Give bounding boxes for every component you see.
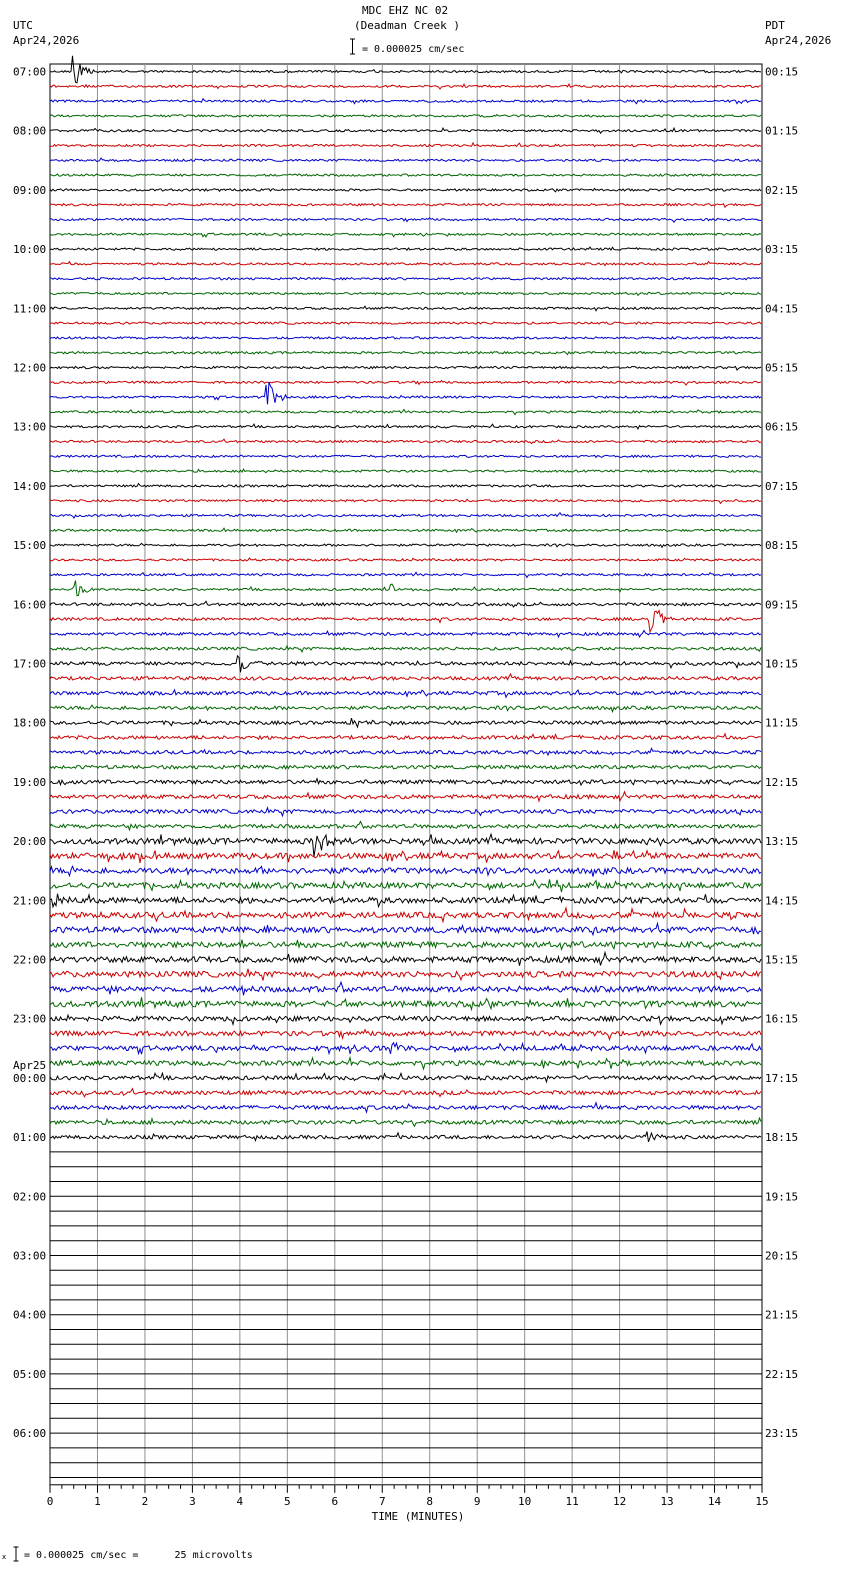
trace-row (50, 513, 761, 518)
trace-row (50, 499, 761, 503)
left-hour-label: 02:00 (13, 1190, 47, 1204)
trace-row (50, 278, 761, 280)
left-hour-label: 12:00 (13, 361, 47, 375)
right-timezone: PDT (765, 19, 785, 32)
left-date: Apr24,2026 (13, 34, 80, 47)
scale-text: = 0.000025 cm/sec (362, 44, 465, 55)
trace-row (50, 924, 761, 935)
trace-row (50, 1089, 761, 1097)
trace-row (50, 528, 761, 532)
right-hour-label: 04:15 (765, 302, 799, 316)
left-hour-label: 15:00 (13, 539, 47, 553)
right-hour-label: 23:15 (765, 1427, 799, 1441)
right-hour-label: 09:15 (765, 598, 799, 612)
left-timezone: UTC (13, 19, 33, 32)
trace-row (50, 1103, 761, 1113)
right-hour-label: 16:15 (765, 1012, 799, 1026)
trace-row (50, 572, 761, 577)
right-hour-label: 08:15 (765, 539, 799, 553)
x-tick-label: 4 (236, 1494, 244, 1508)
right-hour-label: 11:15 (765, 716, 799, 730)
right-hour-label: 18:15 (765, 1131, 799, 1145)
right-hour-label: 01:15 (765, 124, 799, 138)
trace-row (50, 204, 761, 208)
plot-frame (50, 64, 762, 1485)
left-hour-label: 09:00 (13, 183, 47, 197)
x-tick-label: 6 (331, 1494, 339, 1508)
trace-row (50, 940, 761, 950)
trace-row (50, 292, 761, 295)
trace-row (50, 469, 761, 473)
right-hour-label: 00:15 (765, 65, 799, 79)
left-hour-label: 19:00 (13, 775, 47, 789)
trace-row (50, 969, 761, 981)
x-tick-label: 10 (518, 1494, 532, 1508)
trace-row (50, 382, 761, 404)
x-tick-label: 0 (46, 1494, 54, 1508)
trace-row (50, 690, 761, 697)
trace-row (50, 1043, 761, 1054)
trace-row (50, 601, 761, 607)
left-hour-label: 23:00 (13, 1012, 47, 1026)
right-hour-label: 14:15 (765, 894, 799, 908)
left-hour-label: 20:00 (13, 835, 47, 849)
left-hour-label: 01:00 (13, 1131, 47, 1145)
station-title: MDC EHZ NC 02 (362, 4, 449, 17)
left-hour-label: 17:00 (13, 657, 47, 671)
trace-row (50, 1132, 761, 1142)
trace-row (50, 218, 761, 223)
x-tick-label: 3 (189, 1494, 196, 1508)
right-date: Apr24,2026 (765, 34, 832, 47)
right-hour-label: 19:15 (765, 1190, 799, 1204)
trace-row (50, 656, 761, 673)
trace-row (50, 262, 761, 266)
left-hour-label: 00:00 (13, 1071, 47, 1085)
right-hour-label: 10:15 (765, 657, 799, 671)
trace-row (50, 439, 761, 443)
right-hour-label: 02:15 (765, 183, 799, 197)
trace-row (50, 351, 761, 354)
trace-row (50, 337, 761, 339)
trace-row (50, 611, 761, 632)
trace-row (50, 982, 761, 995)
trace-row (50, 1015, 761, 1024)
svg-text:x: x (2, 1553, 7, 1561)
x-tick-label: 8 (426, 1494, 434, 1508)
trace-row (50, 850, 761, 863)
right-hour-label: 21:15 (765, 1308, 799, 1322)
trace-row (50, 779, 761, 786)
trace-row (50, 128, 761, 133)
left-hour-label: 13:00 (13, 420, 47, 434)
trace-row (50, 174, 761, 176)
trace-row (50, 894, 761, 907)
left-hour-label: 21:00 (13, 894, 47, 908)
trace-row (50, 808, 761, 816)
x-tick-label: 1 (94, 1494, 101, 1508)
x-axis-label: TIME (MINUTES) (371, 1510, 465, 1523)
x-tick-label: 12 (612, 1494, 627, 1508)
left-hour-label: 05:00 (13, 1367, 47, 1381)
trace-row (50, 879, 761, 892)
trace-row (50, 158, 761, 161)
x-tick-label: 9 (473, 1494, 481, 1508)
right-hour-label: 12:15 (765, 775, 799, 789)
trace-row (50, 84, 761, 89)
trace-row (50, 1058, 761, 1069)
trace-row (50, 143, 761, 147)
left-hour-label: 14:00 (13, 479, 47, 493)
trace-row (50, 705, 761, 711)
footer-calibration: = 0.000025 cm/sec = 25 microvolts (24, 1550, 253, 1561)
left-hour-label: 03:00 (13, 1249, 47, 1263)
trace-row (50, 734, 761, 740)
trace-row (50, 822, 761, 830)
right-hour-label: 22:15 (765, 1367, 799, 1381)
x-tick-label: 13 (660, 1494, 674, 1508)
trace-row (50, 834, 761, 857)
trace-row (50, 99, 761, 104)
trace-row (50, 381, 761, 386)
x-tick-label: 7 (378, 1494, 386, 1508)
x-tick-label: 2 (141, 1494, 149, 1508)
trace-row (50, 543, 761, 547)
right-hour-label: 17:15 (765, 1071, 799, 1085)
trace-row (50, 306, 761, 311)
trace-row (50, 188, 761, 191)
left-hour-label: 22:00 (13, 953, 47, 967)
trace-row (50, 997, 761, 1009)
right-hour-label: 06:15 (765, 420, 799, 434)
left-hour-label: 08:00 (13, 124, 47, 138)
trace-row (50, 233, 761, 237)
trace-row (50, 1118, 761, 1126)
left-hour-label: 06:00 (13, 1427, 47, 1441)
x-tick-label: 14 (707, 1494, 722, 1508)
minute-grid (50, 64, 762, 1485)
trace-row (50, 410, 761, 415)
trace-row (50, 484, 761, 488)
trace-row (50, 646, 761, 652)
trace-row (50, 558, 761, 561)
trace-row (50, 674, 761, 680)
right-hour-label: 05:15 (765, 361, 799, 375)
station-location: (Deadman Creek ) (354, 19, 460, 32)
trace-row (50, 630, 761, 637)
footer-scale-icon (2, 1546, 22, 1562)
trace-row (50, 115, 761, 117)
trace-row (50, 424, 761, 429)
trace-row (50, 908, 761, 922)
trace-row (50, 455, 761, 457)
trace-row (50, 366, 761, 370)
right-hour-label: 13:15 (765, 835, 799, 849)
left-hour-label: 11:00 (13, 302, 47, 316)
left-hour-label: 07:00 (13, 65, 47, 79)
trace-row (50, 953, 761, 966)
trace-row (50, 1073, 761, 1082)
x-tick-label: 5 (284, 1494, 291, 1508)
right-hour-label: 15:15 (765, 953, 799, 967)
trace-rows (50, 56, 762, 1478)
x-tick-label: 15 (755, 1494, 769, 1508)
time-axis (47, 1485, 769, 1508)
right-hour-label: 07:15 (765, 479, 799, 493)
x-tick-label: 11 (565, 1494, 579, 1508)
date-change-label: Apr25 (13, 1058, 47, 1072)
trace-row (50, 765, 761, 769)
left-hour-label: 18:00 (13, 716, 47, 730)
trace-row (50, 718, 761, 727)
right-hour-label: 20:15 (765, 1249, 799, 1263)
left-hour-label: 10:00 (13, 243, 47, 257)
left-hour-label: 04:00 (13, 1308, 47, 1322)
trace-row (50, 792, 761, 801)
trace-row (50, 866, 761, 876)
trace-row (50, 56, 761, 83)
trace-row (50, 1030, 761, 1040)
left-hour-label: 16:00 (13, 598, 47, 612)
trace-row (50, 748, 761, 755)
right-hour-label: 03:15 (765, 243, 799, 257)
trace-row (50, 581, 761, 596)
trace-row (50, 322, 761, 324)
trace-row (50, 247, 761, 250)
